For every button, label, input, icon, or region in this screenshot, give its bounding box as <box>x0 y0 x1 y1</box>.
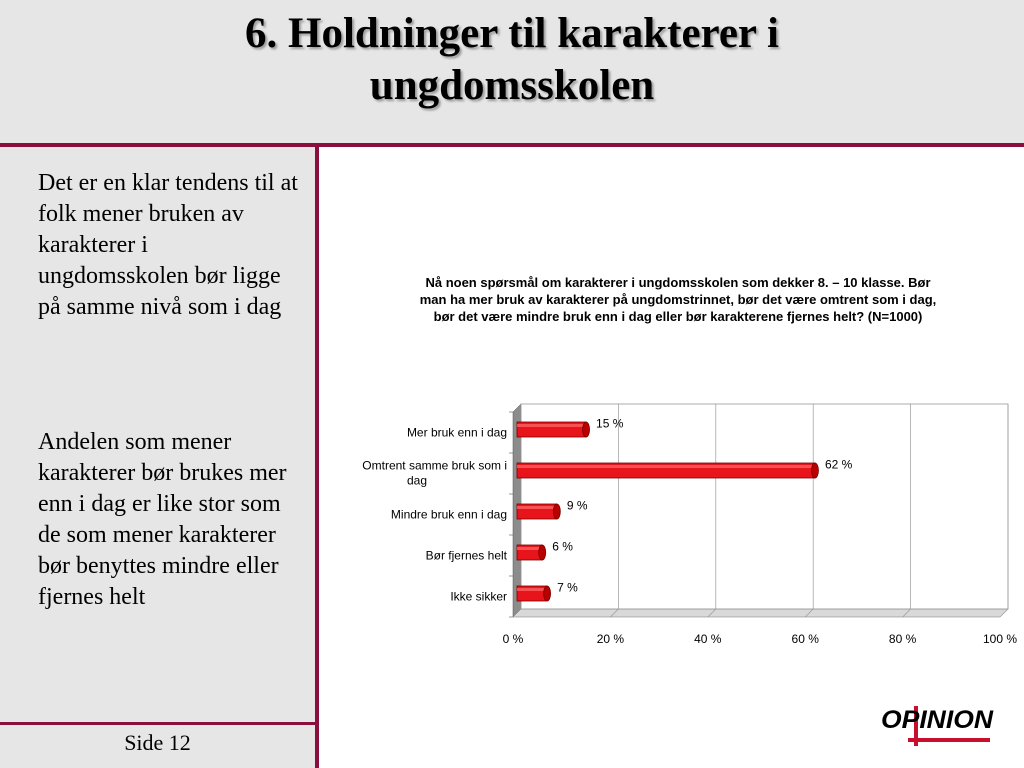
bar-highlight <box>517 465 815 468</box>
category-label: Omtrent samme bruk som i <box>362 458 507 473</box>
bar-highlight <box>517 547 542 550</box>
category-label: Mer bruk enn i dag <box>406 425 507 440</box>
bar-highlight <box>517 506 557 509</box>
x-tick-label: 40 % <box>694 632 722 646</box>
svg-text:OPINION: OPINION <box>881 706 994 734</box>
bar-end-cap <box>553 504 560 519</box>
data-label: 62 % <box>824 457 853 472</box>
x-tick-label: 60 % <box>791 632 819 646</box>
bar-chart <box>320 395 1020 660</box>
bar-highlight <box>517 424 586 427</box>
category-label: Bør fjernes helt <box>425 548 507 563</box>
category-label: Ikke sikker <box>450 589 507 604</box>
x-tick-label: 100 % <box>982 632 1018 646</box>
data-label: 15 % <box>596 416 624 431</box>
data-label: 9 % <box>566 498 588 513</box>
footer-divider <box>0 722 315 725</box>
bar-end-cap <box>583 422 590 437</box>
chart-title: Nå noen spørsmål om karakterer i ungdomsskolen som dekker 8. – 10 klasse. Bør man ha mer bruk av karakterer på ungdomstrinnet, bør det være omtrent som i dag, bør det være mindre bruk enn i dag eller bør karakterene fjernes helt? (N=1000) <box>419 275 937 324</box>
bar-highlight <box>517 588 547 591</box>
slide-title <box>0 8 1024 112</box>
data-label: 6 % <box>552 539 573 554</box>
bar-end-cap <box>539 545 546 560</box>
category-label: Mindre bruk enn i dag <box>390 507 507 522</box>
x-tick-label: 0 % <box>502 632 524 646</box>
slide-title-line-2: ungdomsskolen <box>369 62 655 109</box>
data-label: 7 % <box>557 580 578 595</box>
slide-title-line-1: 6. Holdninger til karakterer i <box>245 10 779 57</box>
bar-end-cap <box>811 463 818 478</box>
bar-end-cap <box>544 586 551 601</box>
sidebar-paragraph-1: Det er en klar tendens til at folk mener bruken av karakterer i ungdomsskolen bør ligge på samme nivå som i dag <box>38 170 298 320</box>
floor-wall <box>513 609 1008 617</box>
opinion-logo <box>878 700 996 748</box>
sidebar-divider <box>315 143 319 768</box>
category-label: dag <box>406 473 428 488</box>
x-tick-label: 80 % <box>888 632 917 646</box>
sidebar-paragraph-2: Andelen som mener karakterer bør brukes mer enn i dag er like stor som de som mener karakterer bør benyttes mindre eller fjernes helt <box>38 429 287 610</box>
x-tick-label: 20 % <box>596 632 625 646</box>
page-number: Side 12 <box>124 730 191 755</box>
